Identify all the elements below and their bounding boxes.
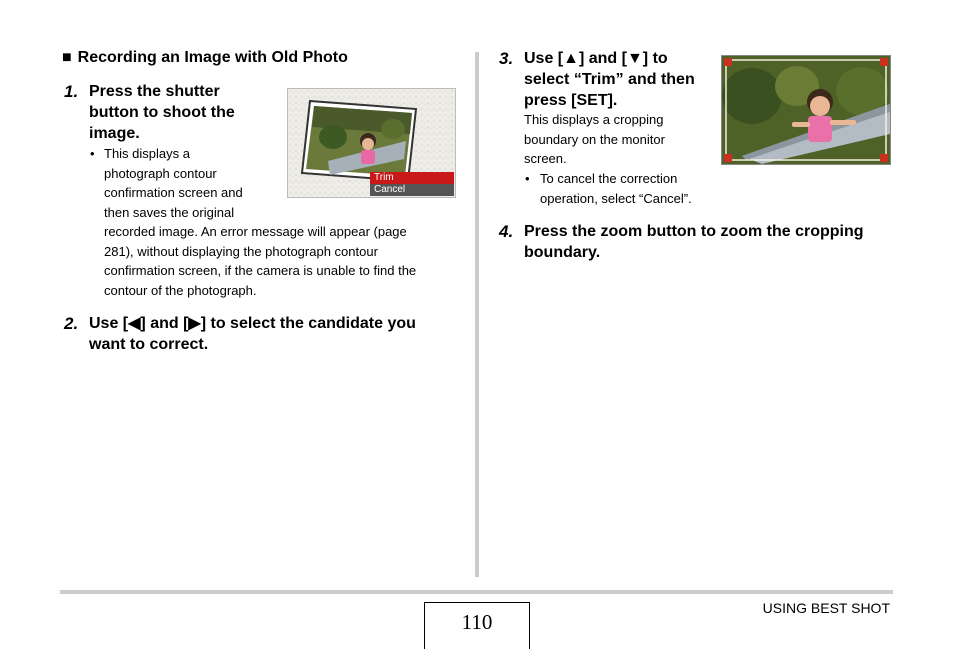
step-1-number: 1. bbox=[64, 82, 79, 101]
step-3-bullet: • bbox=[525, 171, 530, 186]
step-3-body-line: boundary on the monitor bbox=[524, 131, 665, 147]
section-heading-text: Recording an Image with Old Photo bbox=[77, 49, 348, 66]
step-3-body bbox=[524, 110, 665, 169]
step-1-body-line: photograph contour bbox=[104, 165, 217, 181]
step-1-title bbox=[89, 81, 235, 144]
cropped-photo-illustration bbox=[722, 56, 890, 164]
step-3-line-3: press [SET]. bbox=[524, 92, 618, 109]
step-3-note-line: To cancel the correction bbox=[540, 171, 678, 186]
step-1-body-line: confirmation screen and bbox=[104, 185, 243, 200]
step-1-body-line: then saves the original bbox=[104, 204, 235, 220]
step-3-line-1: Use [▲] and [▼] to bbox=[524, 50, 668, 67]
step-2-line-2: want to correct. bbox=[89, 336, 209, 353]
step-3-number: 3. bbox=[499, 49, 514, 68]
step-1-line-3: image. bbox=[89, 125, 140, 142]
step-1-bullet: • bbox=[90, 146, 95, 161]
step-3-title bbox=[524, 48, 695, 111]
old-photo-screen-image bbox=[287, 88, 456, 198]
step-4-line-2: boundary. bbox=[524, 244, 601, 261]
step-2-title bbox=[89, 313, 416, 355]
step-3-line-2: select “Trim” and then bbox=[524, 71, 695, 88]
step-3-note bbox=[540, 169, 692, 208]
step-3-body-line: This displays a cropping bbox=[524, 112, 664, 127]
step-3-body-line: screen. bbox=[524, 151, 567, 166]
step-4-number: 4. bbox=[499, 222, 514, 241]
section-heading bbox=[62, 49, 348, 67]
step-1-body-line: 281), without displaying the photograph contour bbox=[104, 243, 378, 259]
cancel-menu-option[interactable]: Cancel bbox=[370, 184, 454, 196]
step-1-line-2: button to shoot the bbox=[89, 104, 235, 121]
step-2-line-1: Use [◀] and [▶] to select the candidate you bbox=[89, 315, 416, 332]
page-number: 110 bbox=[424, 602, 530, 649]
step-1-line-1: Press the shutter bbox=[89, 83, 220, 100]
footer-rule bbox=[60, 590, 893, 594]
section-marker: ■ bbox=[62, 49, 72, 66]
step-2-number: 2. bbox=[64, 314, 79, 333]
step-1-body-line: recorded image. An error message will appear (page bbox=[104, 224, 407, 239]
column-divider bbox=[475, 52, 479, 577]
step-1-body-line: confirmation screen, if the camera is unable to find the bbox=[104, 263, 417, 278]
trim-menu-option[interactable]: Trim bbox=[370, 172, 454, 184]
step-4-title bbox=[524, 221, 864, 263]
footer-section-label: USING BEST SHOT bbox=[762, 600, 890, 616]
step-1-body-line: contour of the photograph. bbox=[104, 282, 257, 298]
step-4-line-1: Press the zoom button to zoom the cropping bbox=[524, 223, 864, 240]
step-1-body-line: This displays a bbox=[104, 146, 190, 161]
cropping-boundary-screen-image bbox=[721, 55, 891, 165]
step-3-note-line: operation, select “Cancel”. bbox=[540, 190, 692, 206]
